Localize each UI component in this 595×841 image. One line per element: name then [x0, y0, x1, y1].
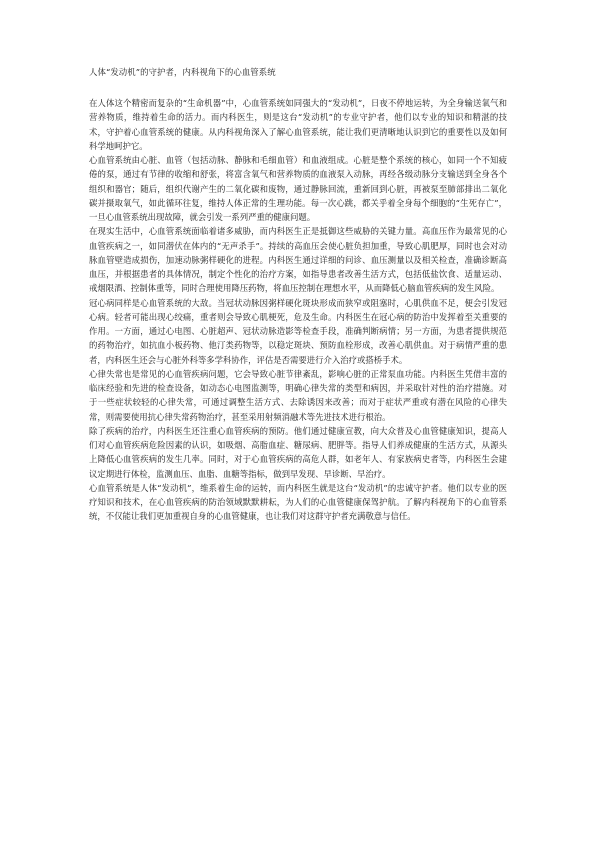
document-title: 人体“发动机”的守护者，内科视角下的心血管系统	[89, 67, 276, 77]
document-body	[89, 66, 507, 524]
paragraph-structure: 心血管系统由心脏、血管（包括动脉、静脉和毛细血管）和血液组成。心脏是整个系统的核心，如同一个不知疲倦的泵，通过有节律的收缩和舒张，将富含氧气和营养物质的血液泵入动脉，再经各级动脉分支输送到全身各个组织和器官；随后，组织代谢产生的二氧化碳和废物，通过静脉回流，重新回到心脏，再被泵至肺部排出二氧化碳并摄取氧气，如此循环往复，维持人体正常的生理功能。每一次心跳，都关乎着全身每个细胞的“生死存亡”，一旦心血管系统出现故障，就会引发一系列严重的健康问题。	[89, 155, 507, 222]
paragraph-conclusion: 心血管系统是人体“发动机”，维系着生命的运转，而内科医生就是这台“发动机”的忠诚守护者。他们以专业的医疗知识和技术，在心血管疾病的防治领域默默耕耘，为人们的心血管健康保驾护航。了解内科视角下的心血管系统，不仅能让我们更加重视自身的心血管健康，也让我们对这群守护者充满敬意与信任。	[89, 482, 507, 522]
paragraph-prevention: 除了疾病的治疗，内科医生还注重心血管疾病的预防。他们通过健康宣教，向大众普及心血管健康知识，提高人们对心血管疾病危险因素的认识，如吸烟、高脂血症、糖尿病、肥胖等。指导人们养成健康的生活方式，从源头上降低心血管疾病的发生几率。同时，对于心血管疾病的高危人群，如老年人、有家族病史者等，内科医生会建议定期进行体检，监测血压、血脂、血糖等指标，做到早发现、早诊断、早治疗。	[89, 425, 507, 479]
paragraph-arrhythmia: 心律失常也是常见的心血管疾病问题，它会导致心脏节律紊乱，影响心脏的正常泵血功能。内科医生凭借丰富的临床经验和先进的检查设备，如动态心电图监测等，明确心律失常的类型和病因，并采取针对性的治疗措施。对于一些症状较轻的心律失常，可通过调整生活方式、去除诱因来改善；而对于症状严重或有潜在风险的心律失常，则需要使用抗心律失常药物治疗，甚至采用射频消融术等先进技术进行根治。	[89, 368, 507, 422]
paragraph-coronary: 冠心病同样是心血管系统的大敌。当冠状动脉因粥样硬化斑块形成而狭窄或阻塞时，心肌供血不足，便会引发冠心病。轻者可能出现心绞痛，重者则会导致心肌梗死，危及生命。内科医生在冠心病的防治中发挥着至关重要的作用。一方面，通过心电图、心脏超声、冠状动脉造影等检查手段，准确判断病情；另一方面，为患者提供规范的药物治疗，如抗血小板药物、他汀类药物等，以稳定斑块、预防血栓形成，改善心肌供血。对于病情严重的患者，内科医生还会与心脏外科等多学科协作，评估是否需要进行介入治疗或搭桥手术。	[89, 297, 507, 365]
paragraph-hypertension: 在现实生活中，心血管系统面临着诸多威胁，而内科医生正是抵御这些威胁的关键力量。高血压作为最常见的心血管疾病之一，如同潜伏在体内的“无声杀手”。持续的高血压会使心脏负担加重，导致心肌肥厚，同时也会对动脉血管壁造成损伤，加速动脉粥样硬化的进程。内科医生通过详细的问诊、血压测量以及相关检查，准确诊断高血压，并根据患者的具体情况，制定个性化的治疗方案，如指导患者改善生活方式，包括低盐饮食、适量运动、戒烟限酒、控制体重等，同时合理使用降压药物，将血压控制在理想水平，从而降低心脑血管疾病的发生风险。	[89, 226, 507, 294]
paragraph-intro: 在人体这个精密而复杂的“生命机器”中，心血管系统如同强大的“发动机”，日夜不停地运转，为全身输送氧气和营养物质，维持着生命的活力。而内科医生，则是这台“发动机”的专业守护者，他们以专业的知识和精湛的技术，守护着心血管系统的健康。从内科视角深入了解心血管系统，能让我们更清晰地认识到它的重要性以及如何科学地呵护它。	[89, 98, 507, 151]
